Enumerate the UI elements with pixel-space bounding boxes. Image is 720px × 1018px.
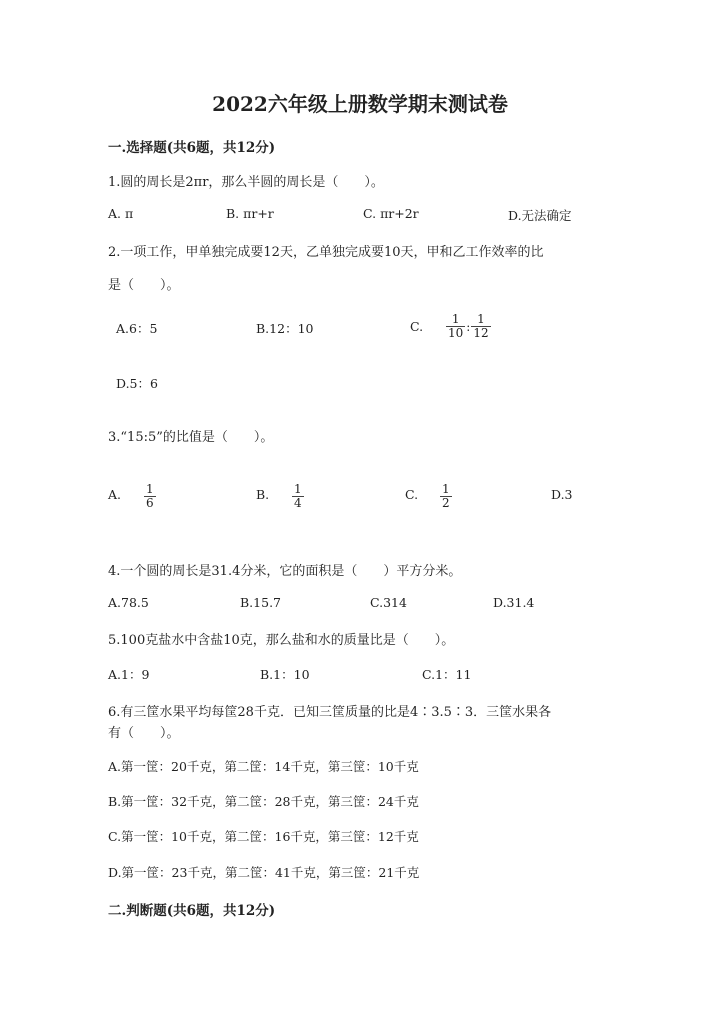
question-2-line-2: 是（ ）。: [108, 278, 180, 293]
q2-option-d[interactable]: D.5：6: [116, 376, 158, 391]
q5-option-a[interactable]: A.1：9: [108, 667, 150, 682]
question-5: 5.100克盐水中含盐10克，那么盐和水的质量比是（ ）。: [108, 633, 455, 648]
question-6-line-1: 6.有三筐水果平均每筐28千克．已知三筐质量的比是4∶3.5∶3．三筐水果各: [108, 705, 552, 720]
q2-option-c-ratio: [446, 313, 491, 340]
q6-option-c[interactable]: C.第一筐：10千克，第二筐：16千克，第三筐：12千克: [108, 829, 419, 844]
q2-option-c-label[interactable]: C.: [410, 319, 424, 334]
question-2-line-1: 2.一项工作，甲单独完成要12天，乙单独完成要10天，甲和乙工作效率的比: [108, 245, 544, 260]
q3-option-c-fraction: $\frac{1}{2}$: [442, 482, 450, 510]
q1-option-a[interactable]: A. π: [108, 206, 134, 221]
page-title: 2022六年级上册数学期末测试卷: [212, 92, 508, 116]
q1-option-b[interactable]: B. πr+r: [226, 206, 274, 221]
q6-option-b[interactable]: B.第一筐：32千克，第二筐：28千克，第三筐：24千克: [108, 794, 419, 809]
q1-option-d[interactable]: D.无法确定: [508, 208, 572, 223]
q4-option-c[interactable]: C.314: [370, 595, 407, 610]
q3-option-b-fraction: $\frac{1}{4}$: [294, 482, 302, 510]
q3-option-d[interactable]: D.3: [551, 487, 573, 502]
q4-option-a[interactable]: A.78.5: [108, 595, 149, 610]
q6-option-a[interactable]: A.第一筐：20千克，第二筐：14千克，第三筐：10千克: [108, 759, 419, 774]
question-1: 1.圆的周长是2πr，那么半圆的周长是（ ）。: [108, 175, 384, 190]
q2-c-fraction-1: $\frac{1}{10}$: [448, 312, 464, 340]
q2-option-b[interactable]: B.12：10: [256, 321, 314, 336]
q2-c-colon: :: [466, 319, 471, 334]
question-4: 4.一个圆的周长是31.4分米，它的面积是（ ）平方分米。: [108, 564, 462, 579]
section-1-heading: 一.选择题(共6题，共12分): [108, 140, 276, 156]
q5-option-c[interactable]: C.1：11: [422, 667, 472, 682]
q3-option-a-fraction: $\frac{1}{6}$: [146, 482, 154, 510]
q3-option-a-label[interactable]: A.: [108, 487, 122, 502]
q1-option-c[interactable]: C. πr+2r: [363, 206, 419, 221]
question-3: 3.“15:5”的比值是（ ）。: [108, 430, 274, 445]
q3-option-c-label[interactable]: C.: [405, 487, 419, 502]
section-2-heading: 二.判断题(共6题，共12分): [108, 903, 276, 919]
q2-c-fraction-2: $\frac{1}{12}$: [473, 312, 489, 340]
q6-option-d[interactable]: D.第一筐：23千克，第二筐：41千克，第三筐：21千克: [108, 865, 420, 880]
q4-option-b[interactable]: B.15.7: [240, 595, 281, 610]
q4-option-d[interactable]: D.31.4: [493, 595, 535, 610]
q2-option-a[interactable]: A.6：5: [116, 321, 158, 336]
q5-option-b[interactable]: B.1：10: [260, 667, 310, 682]
q3-option-b-label[interactable]: B.: [256, 487, 270, 502]
question-6-line-2: 有（ ）。: [108, 726, 180, 741]
